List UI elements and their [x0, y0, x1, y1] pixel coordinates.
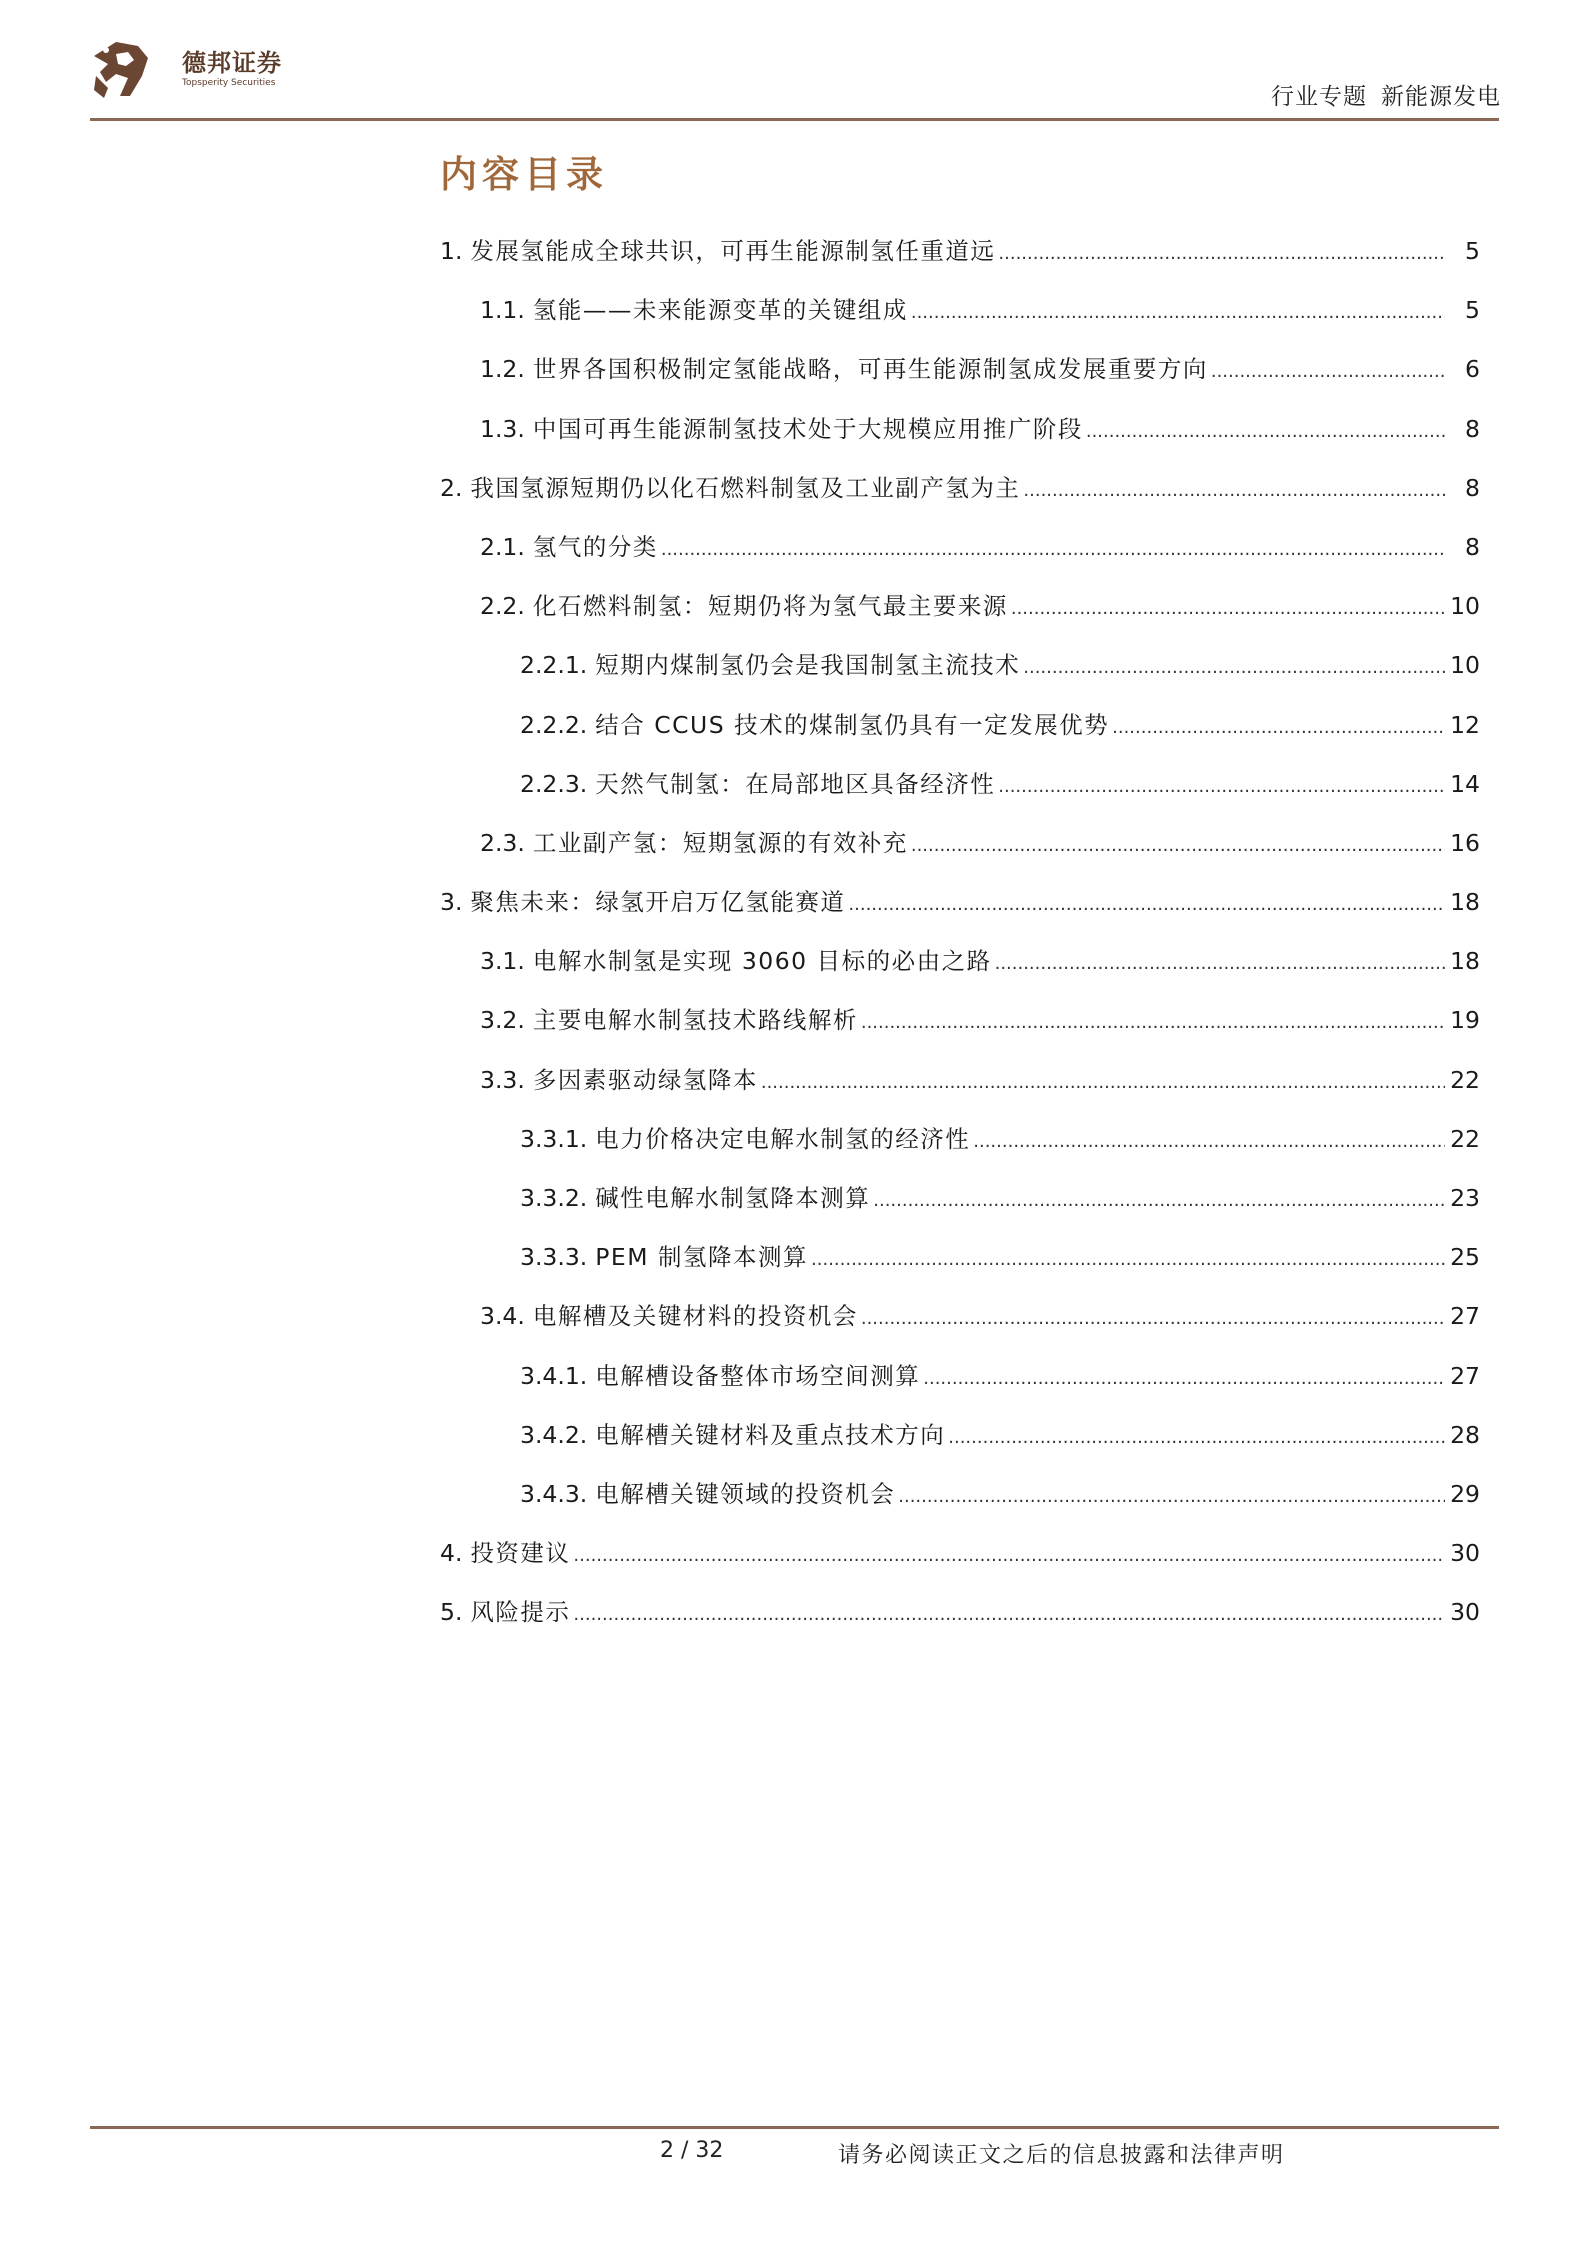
toc-entry[interactable] [0, 577, 1587, 636]
toc-entry[interactable] [0, 1169, 1587, 1228]
toc-dot-leader [573, 1526, 1445, 1585]
toc-entry-title: 电解槽及关键材料的投资机会 [532, 1302, 858, 1331]
toc-dot-leader [1023, 461, 1445, 520]
toc-entry[interactable] [0, 281, 1587, 340]
toc-entry-number: 3.1. [480, 947, 525, 976]
header-divider [90, 118, 1499, 121]
toc-dot-leader [761, 1053, 1445, 1112]
toc-entry[interactable] [0, 1228, 1587, 1287]
toc-entry-title: 化石燃料制氢：短期仍将为氢气最主要来源 [532, 592, 1008, 621]
report-sector: 新能源发电 [1381, 84, 1501, 110]
toc-dot-leader [811, 1230, 1445, 1289]
toc-title: 内容目录 [440, 153, 608, 196]
toc-entry-page: 22 [1450, 1124, 1480, 1153]
toc-entry[interactable] [0, 222, 1587, 281]
toc-dot-leader [998, 757, 1445, 816]
toc-entry-title: 投资建议 [470, 1539, 571, 1568]
toc-entry-title: 电力价格决定电解水制氢的经济性 [595, 1124, 971, 1153]
toc-entry-number: 4. [440, 1539, 463, 1568]
toc-entry-page: 8 [1465, 532, 1480, 561]
toc-entry-number: 3.4. [480, 1302, 525, 1331]
toc-entry[interactable] [0, 400, 1587, 459]
toc-dot-leader [1086, 402, 1445, 461]
toc-entry-title: 短期内煤制氢仍会是我国制氢主流技术 [595, 651, 1021, 680]
toc-entry[interactable] [0, 340, 1587, 399]
toc-entry-number: 2.2. [480, 592, 525, 621]
toc-entry-page: 16 [1450, 828, 1480, 857]
toc-entry-title: 聚焦未来：绿氢开启万亿氢能赛道 [470, 888, 846, 917]
toc-entry-page: 25 [1450, 1243, 1480, 1272]
toc-entry-page: 28 [1450, 1420, 1480, 1449]
toc-entry-page: 30 [1450, 1598, 1480, 1627]
toc-entry[interactable] [0, 991, 1587, 1050]
toc-entry-title: 世界各国积极制定氢能战略，可再生能源制氢成发展重要方向 [532, 355, 1208, 384]
toc-entry-title: 主要电解水制氢技术路线解析 [532, 1006, 858, 1035]
toc-entry-title: 多因素驱动绿氢降本 [532, 1065, 758, 1094]
toc-entry-number: 2.2.1. [520, 651, 588, 680]
toc-entry-number: 3.4.1. [520, 1361, 588, 1390]
logo-company-name: 德邦证券 [182, 49, 282, 77]
toc-entry-page: 5 [1465, 296, 1480, 325]
toc-entry-number: 3.4.3. [520, 1479, 588, 1508]
toc-entry[interactable] [0, 1406, 1587, 1465]
toc-entry-title: 我国氢源短期仍以化石燃料制氢及工业副产氢为主 [470, 473, 1021, 502]
toc-entry-page: 8 [1465, 473, 1480, 502]
toc-entry[interactable] [0, 696, 1587, 755]
toc-dot-leader [1011, 579, 1445, 638]
logo-company-name-en: Topsperity Securities [182, 78, 276, 88]
toc-dot-leader [911, 816, 1445, 875]
toc-entry-page: 23 [1450, 1184, 1480, 1212]
toc-entry-title: 电解水制氢是实现 3060 目标的必由之路 [532, 947, 992, 976]
toc-entry[interactable] [0, 814, 1587, 873]
toc-entry-number: 3.3. [480, 1065, 525, 1094]
toc-entry-page: 12 [1450, 710, 1480, 739]
toc-entry-page: 18 [1450, 947, 1480, 976]
toc-dot-leader [861, 1289, 1445, 1348]
toc-entry-number: 3.2. [480, 1006, 525, 1035]
toc-entry-number: 2.2.3. [520, 769, 588, 798]
toc-entry-title: 发展氢能成全球共识，可再生能源制氢任重道远 [470, 237, 996, 265]
toc-dot-leader [973, 1112, 1445, 1171]
toc-entry-number: 3.3.1. [520, 1124, 588, 1153]
toc-dot-leader [911, 283, 1445, 342]
toc-entry-page: 10 [1450, 651, 1480, 680]
toc-entry[interactable] [0, 1051, 1587, 1110]
toc-entry-title: PEM 制氢降本测算 [595, 1243, 809, 1272]
toc-entry-title: 电解槽设备整体市场空间测算 [595, 1361, 921, 1390]
toc-entry-page: 14 [1450, 769, 1480, 798]
toc-dot-leader [898, 1467, 1445, 1526]
toc-entry-title: 电解槽关键材料及重点技术方向 [595, 1420, 946, 1449]
toc-entry-title: 中国可再生能源制氢技术处于大规模应用推广阶段 [532, 414, 1083, 443]
toc-dot-leader [948, 1408, 1445, 1467]
toc-dot-leader [995, 934, 1445, 993]
toc-entry[interactable] [0, 1287, 1587, 1346]
toc-entry-title: 工业副产氢：短期氢源的有效补充 [532, 828, 908, 857]
toc-entry[interactable] [0, 932, 1587, 991]
toc-entry[interactable] [0, 518, 1587, 577]
toc-entry-page: 30 [1450, 1539, 1480, 1568]
company-logo [86, 34, 296, 106]
toc-entry-number: 2.1. [480, 532, 525, 561]
table-of-contents [0, 222, 1587, 1643]
toc-dot-leader [848, 875, 1445, 934]
toc-entry-number: 3.4.2. [520, 1420, 588, 1449]
toc-entry-number: 2. [440, 473, 463, 502]
toc-entry[interactable] [0, 636, 1587, 695]
topsperity-logo-icon [86, 36, 152, 102]
toc-entry-page: 18 [1450, 888, 1480, 917]
legal-disclaimer: 请务必阅读正文之后的信息披露和法律声明 [838, 2143, 1285, 2168]
toc-dot-leader [661, 520, 1445, 579]
toc-entry-page: 8 [1465, 414, 1480, 443]
toc-entry[interactable] [0, 755, 1587, 814]
footer-divider [90, 2126, 1499, 2129]
toc-entry-number: 1. [440, 237, 463, 265]
toc-entry[interactable] [0, 1347, 1587, 1406]
toc-entry-title: 氢气的分类 [532, 532, 658, 561]
toc-entry-title: 结合 CCUS 技术的煤制氢仍具有一定发展优势 [595, 710, 1110, 739]
toc-entry-page: 5 [1465, 237, 1480, 265]
toc-dot-leader [1112, 698, 1445, 757]
toc-dot-leader [573, 1585, 1445, 1644]
toc-entry-title: 氢能——未来能源变革的关键组成 [532, 296, 908, 325]
toc-dot-leader [1211, 342, 1445, 401]
report-type: 行业专题 [1271, 84, 1367, 110]
toc-entry[interactable] [0, 1465, 1587, 1524]
toc-entry-number: 1.1. [480, 296, 525, 325]
toc-entry-title: 风险提示 [470, 1598, 571, 1627]
toc-entry-title: 碱性电解水制氢降本测算 [595, 1184, 871, 1212]
toc-dot-leader [873, 1171, 1445, 1230]
toc-entry[interactable] [0, 1583, 1587, 1642]
toc-entry-page: 19 [1450, 1006, 1480, 1035]
toc-entry-number: 3.3.3. [520, 1243, 588, 1272]
toc-entry-number: 2.2.2. [520, 710, 588, 739]
toc-entry-page: 29 [1450, 1479, 1480, 1508]
toc-entry-number: 3.3.2. [520, 1184, 588, 1212]
toc-entry[interactable] [0, 1524, 1587, 1583]
toc-entry-title: 天然气制氢：在局部地区具备经济性 [595, 769, 996, 798]
toc-entry[interactable] [0, 1110, 1587, 1169]
toc-entry-page: 27 [1450, 1361, 1480, 1390]
page-indicator: 2 / 32 [660, 2138, 724, 2163]
toc-dot-leader [923, 1349, 1445, 1408]
toc-entry[interactable] [0, 873, 1587, 932]
toc-entry-number: 1.3. [480, 414, 525, 443]
toc-entry-page: 27 [1450, 1302, 1480, 1331]
toc-entry-number: 2.3. [480, 828, 525, 857]
toc-entry-number: 3. [440, 888, 463, 917]
toc-entry[interactable] [0, 459, 1587, 518]
toc-dot-leader [998, 224, 1445, 283]
toc-entry-title: 电解槽关键领域的投资机会 [595, 1479, 896, 1508]
toc-dot-leader [861, 993, 1445, 1052]
toc-entry-page: 22 [1450, 1065, 1480, 1094]
report-category [1271, 78, 1501, 111]
toc-dot-leader [1023, 638, 1445, 697]
toc-entry-page: 6 [1465, 355, 1480, 384]
toc-entry-number: 1.2. [480, 355, 525, 384]
toc-entry-page: 10 [1450, 592, 1480, 621]
toc-entry-number: 5. [440, 1598, 463, 1627]
